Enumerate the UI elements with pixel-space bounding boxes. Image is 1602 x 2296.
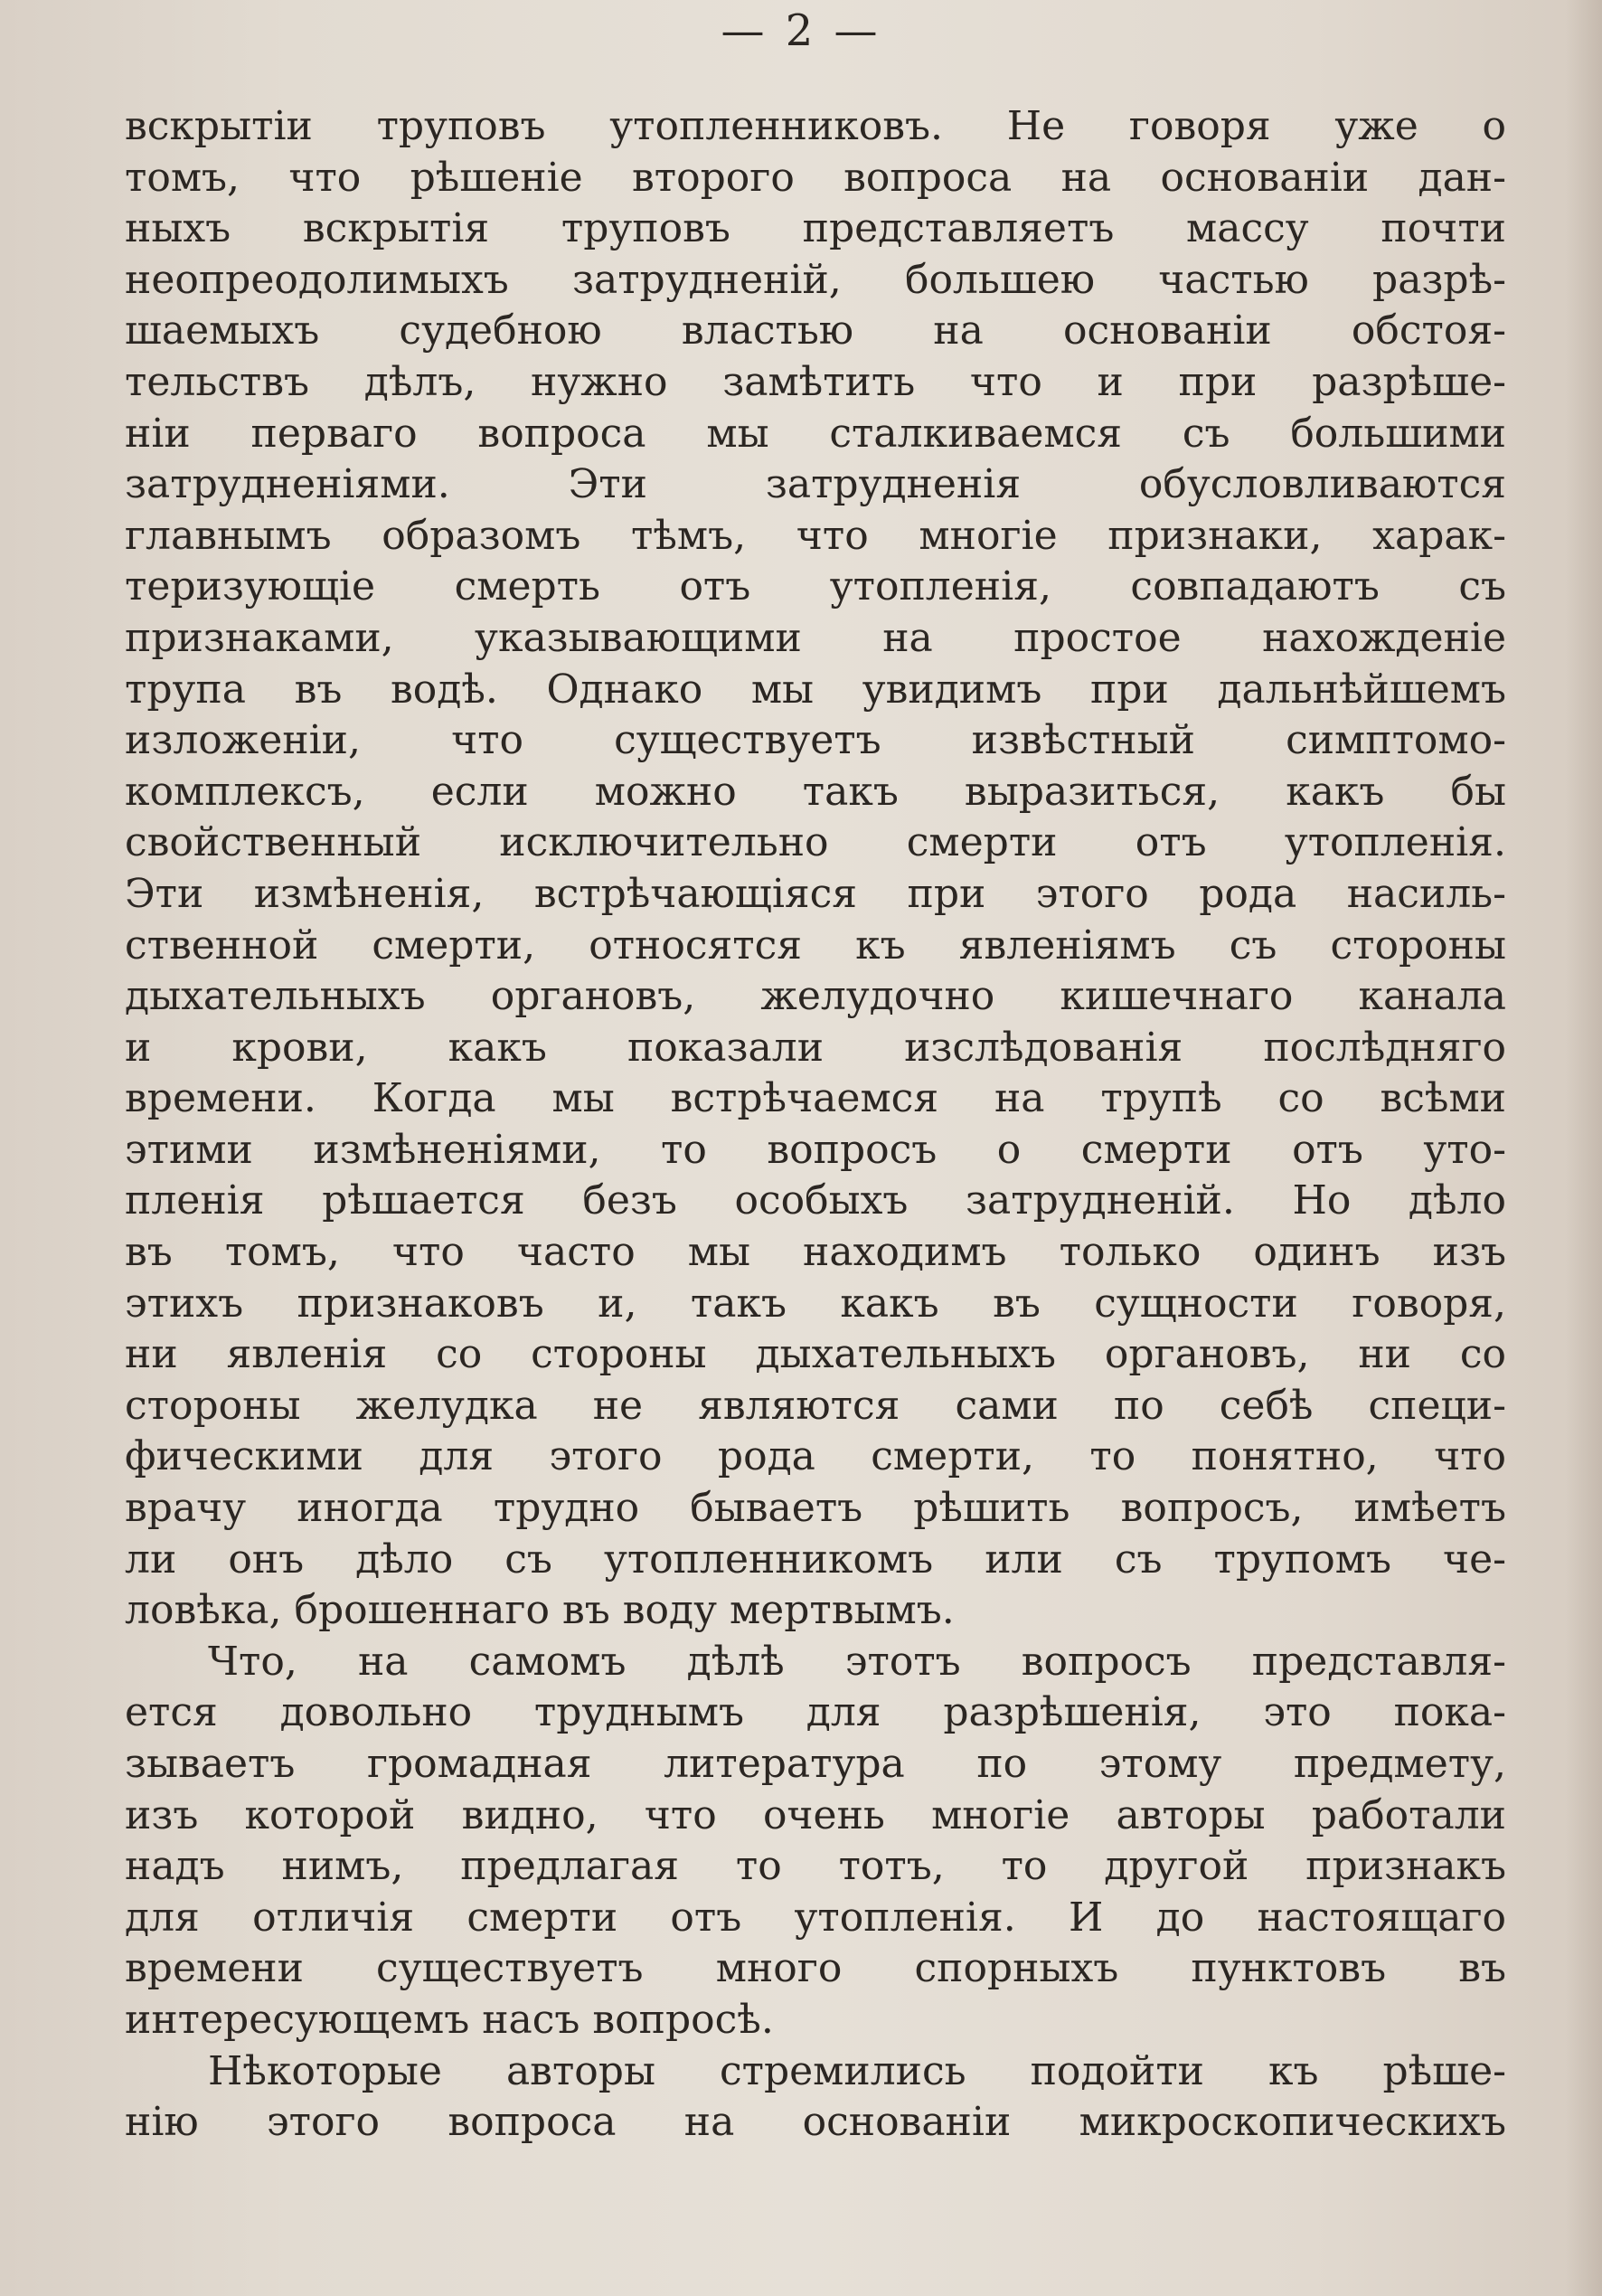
text-line: томъ, что рѣшеніе второго вопроса на основаніи дан- [125, 154, 1506, 201]
text-line: нію этого вопроса на основаніи микроскопическихъ [125, 2099, 1506, 2146]
page-edge-shadow [1566, 0, 1602, 2296]
text-line: ственной смерти, относятся къ явленіямъ съ стороны [125, 921, 1506, 968]
text-line: тельствъ дѣлъ, нужно замѣтить что и при разрѣше- [125, 358, 1506, 405]
text-line: Что, на самомъ дѣлѣ этотъ вопросъ представля- [208, 1638, 1506, 1685]
text-line: Нѣкоторые авторы стремились подойти къ рѣше- [208, 2047, 1506, 2094]
text-line: ни явленія со стороны дыхательныхъ органовъ, ни со [125, 1331, 1506, 1378]
text-line: этими измѣненіями, то вопросъ о смерти отъ уто- [125, 1126, 1506, 1173]
text-line: пленія рѣшается безъ особыхъ затрудненій. Но дѣло [125, 1177, 1506, 1224]
paragraph-2 [125, 1637, 1506, 2046]
text-line: ніи перваго вопроса мы сталкиваемся съ большими [125, 410, 1506, 457]
text-line: интересующемъ насъ вопросѣ. [125, 1996, 774, 2043]
paragraph-1 [125, 101, 1506, 1637]
text-line: неопреодолимыхъ затрудненій, большею частью разрѣ- [125, 256, 1506, 303]
text-line: вскрытіи труповъ утопленниковъ. Не говоря уже о [125, 103, 1506, 149]
text-line: свойственный исключительно смерти отъ утопленія. [125, 819, 1506, 866]
text-line: главнымъ образомъ тѣмъ, что многіе признаки, харак- [125, 512, 1506, 559]
text-line: дыхательныхъ органовъ, желудочно кишечнаго канала [125, 973, 1506, 1020]
text-line: затрудненіями. Эти затрудненія обусловливаются [125, 461, 1506, 508]
text-line: трупа въ водѣ. Однако мы увидимъ при дальнѣйшемъ [125, 666, 1506, 713]
text-line: ныхъ вскрытія труповъ представляетъ массу почти [125, 205, 1506, 252]
text-line: для отличія смерти отъ утопленія. И до настоящаго [125, 1894, 1506, 1941]
text-line: ется довольно труднымъ для разрѣшенія, это пока- [125, 1689, 1506, 1736]
text-line: надъ нимъ, предлагая то тотъ, то другой признакъ [125, 1843, 1506, 1890]
text-line: Эти измѣненія, встрѣчающіяся при этого рода насиль- [125, 870, 1506, 917]
text-line: ли онъ дѣло съ утопленникомъ или съ трупомъ че- [125, 1535, 1506, 1583]
text-line: стороны желудка не являются сами по себѣ специ- [125, 1382, 1506, 1429]
text-line: изъ которой видно, что очень многіе авторы работали [125, 1791, 1506, 1838]
text-line: этихъ признаковъ и, такъ какъ въ сущности говоря, [125, 1280, 1506, 1327]
paragraph-3 [125, 2046, 1506, 2149]
text-line: признаками, указывающими на простое нахожденіе [125, 614, 1506, 661]
text-line: въ томъ, что часто мы находимъ только одинъ изъ [125, 1229, 1506, 1276]
text-line: времени. Когда мы встрѣчаемся на трупѣ со всѣми [125, 1075, 1506, 1122]
text-line: и крови, какъ показали изслѣдованія послѣдняго [125, 1024, 1506, 1071]
text-line: врачу иногда трудно бываетъ рѣшить вопросъ, имѣетъ [125, 1485, 1506, 1532]
body-text [125, 101, 1506, 2149]
text-line: комплексъ, если можно такъ выразиться, какъ бы [125, 768, 1506, 815]
text-line: изложеніи, что существуетъ извѣстный симптомо- [125, 717, 1506, 764]
text-line: ловѣка, брошеннаго въ воду мертвымъ. [125, 1587, 955, 1634]
text-line: шаемыхъ судебною властью на основаніи обстоя- [125, 307, 1506, 354]
text-line: теризующіе смерть отъ утопленія, совпадаютъ съ [125, 563, 1506, 610]
page-number: — 2 — [721, 5, 881, 56]
text-line: зываетъ громадная литература по этому предмету, [125, 1741, 1506, 1787]
text-line: времени существуетъ много спорныхъ пунктовъ въ [125, 1945, 1506, 1992]
text-line: фическими для этого рода смерти, то понятно, что [125, 1433, 1506, 1480]
